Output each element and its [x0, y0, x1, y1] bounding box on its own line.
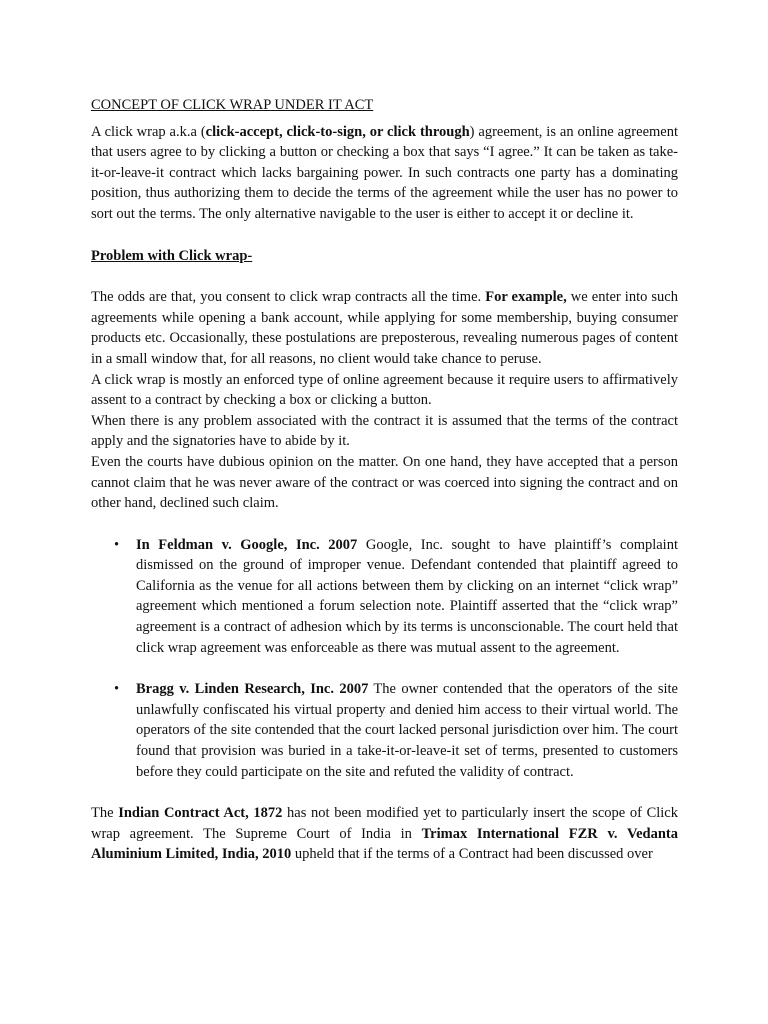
case-list: [91, 535, 678, 783]
spacer: [91, 514, 678, 535]
case-text: Google, Inc. sought to have plaintiff’s complaint dismissed on the ground of improper venue. Defendant contended that plaintiff agreed to California as the venue for all actions between them by clicking on an internet “click wrap” agreement which mentioned a forum selection note. Plaintiff asserted that the “click wrap” agreement is a contract of adhesion which by its terms is unconscionable. The court held that click wrap agreement was enforceable as there was mutual assent to the agreement.: [136, 536, 678, 656]
indian-bold-case: Trimax International FZR v. Vedanta Aluminium Limited, India, 2010: [91, 825, 678, 863]
indian-bold-act: Indian Contract Act, 1872: [118, 805, 283, 822]
case-item-bragg: [91, 679, 678, 782]
indian-text-3: upheld that if the terms of a Contract had been discussed over: [291, 846, 653, 863]
intro-text-1: A click wrap a.k.a (: [91, 123, 206, 140]
intro-text-2: ) agreement, is an online agreement that users agree to by clicking a button or checking a box that says “I agree.” It can be taken as take-it-or-leave-it contract which lacks bargaining power. In such contracts one party has a dominating position, thus authorizing them to decide the terms of the agreement while the user has no power to sort out the terms. The only alternative navigable to the user is either to accept it or decline it.: [91, 123, 678, 222]
enforced-paragraph: A click wrap is mostly an enforced type of online agreement because it require users to affirmatively assent to a contract by checking a box or clicking a button.: [91, 371, 678, 409]
odds-text-1: The odds are that, you consent to click wrap contracts all the time.: [91, 289, 486, 306]
document-body: [91, 95, 678, 865]
when-paragraph: When there is any problem associated with the contract it is assumed that the terms of the contract apply and the signatories have to abide by it.: [91, 412, 678, 450]
spacer: [91, 782, 678, 803]
intro-bold-terms: click-accept, click-to-sign, or click through: [205, 123, 470, 140]
bullet-icon: •: [114, 536, 120, 553]
odds-text-2: we enter into such agreements while opening a bank account, while applying for some membership, buying consumer products etc. Occasionally, these postulations are preposterous, revealing numerous pages of content in a small window that, for all reasons, no client would take chance to peruse.: [91, 289, 678, 367]
odds-bold-example: For example,: [485, 289, 567, 306]
page-title: CONCEPT OF CLICK WRAP UNDER IT ACT: [91, 97, 374, 113]
indian-text-1: The: [91, 805, 119, 822]
spacer: [91, 266, 678, 287]
case-item-feldman: [91, 535, 678, 659]
section-heading-problem: Problem with Click wrap-: [91, 247, 253, 264]
case-title: Bragg v. Linden Research, Inc. 2007: [136, 681, 369, 698]
odds-paragraph: [91, 287, 678, 369]
indian-text-2: has not been modified yet to particularly insert the scope of Click wrap agreement. The Supreme Court of India in: [91, 805, 678, 842]
intro-paragraph: [91, 122, 678, 225]
bullet-icon: •: [114, 681, 120, 698]
case-title: In Feldman v. Google, Inc. 2007: [136, 536, 358, 553]
indian-contract-paragraph: [91, 803, 678, 865]
case-text: The owner contended that the operators of the site unlawfully confiscated his virtual property and denied him access to their virtual world. The operators of the site contended that the court lacked personal jurisdiction over him. The court found that provision was buried in a take-it-or-leave-it set of terms, presented to customers before they could participate on the site and refuted the validity of contract.: [136, 681, 678, 780]
spacer: [91, 225, 678, 246]
courts-paragraph: Even the courts have dubious opinion on the matter. On one hand, they have accepted that a person cannot claim that he was never aware of the contract or was coerced into signing the contract and on other hand, declined such claim.: [91, 453, 678, 512]
